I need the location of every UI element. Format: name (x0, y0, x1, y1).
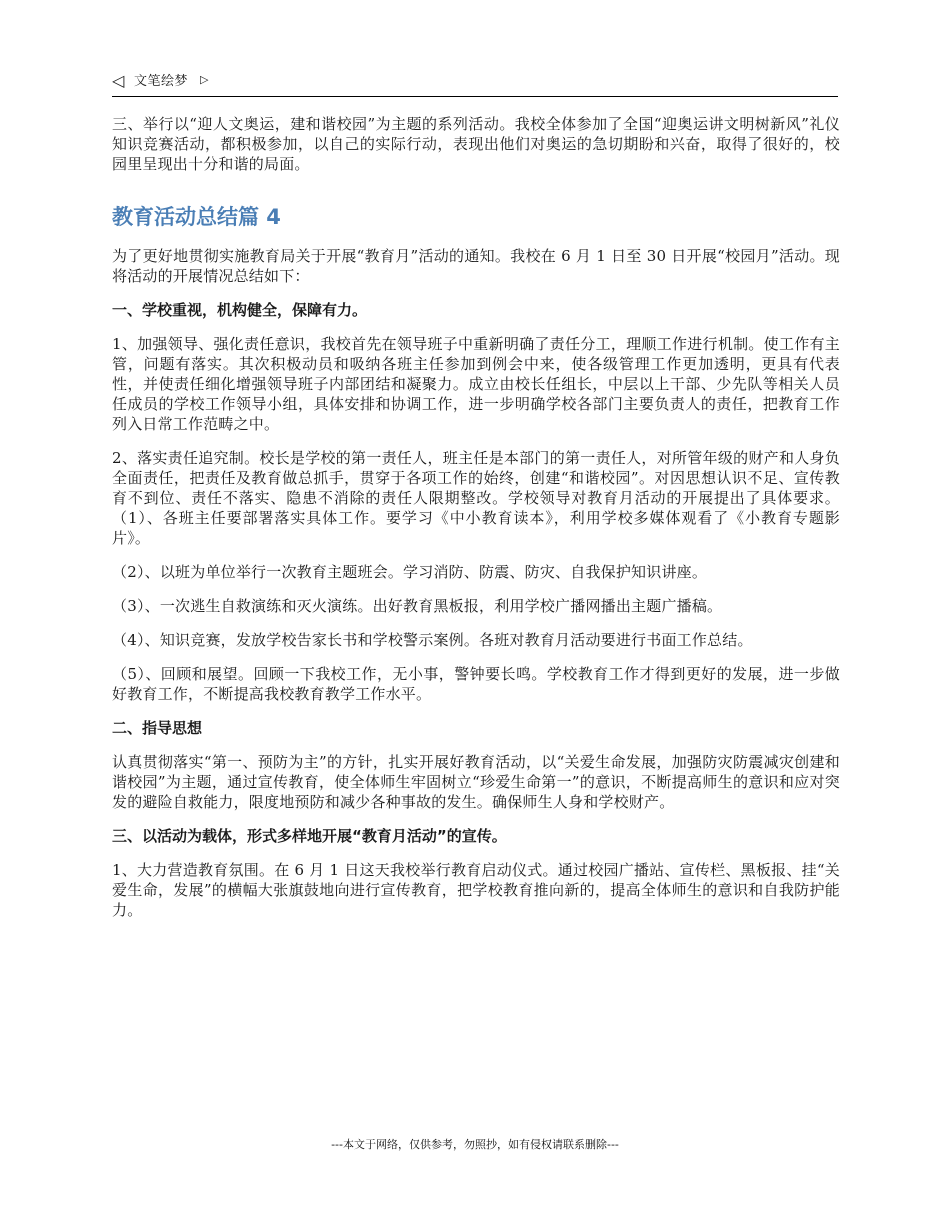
intro-paragraph: 三、举行以“迎人文奥运，建和谐校园”为主题的系列活动。我校全体参加了全国“迎奥运讲文明树新风”礼仪知识竞赛活动，都积极参加，以自己的实际行动，表现出他们对奥运的急切期盼和兴奋，取得了很好的，校园里呈现出十分和谐的局面。 (112, 115, 840, 173)
paragraph-4: （2）、以班为单位举行一次教育主题班会。学习消防、防震、防灾、自我保护知识讲座。 (112, 563, 708, 581)
subheading-1: 一、学校重视，机构健全，保障有力。 (112, 301, 368, 319)
paragraph-9: 1、大力营造教育氛围。在 6 月 1 日这天我校举行教育启动仪式。通过校园广播站、宣传栏、黑板报、挂“关爱生命，发展”的横幅大张旗鼓地向进行宣传教育，把学校教育推向新的，提高全体师生的意识和自我防护能力。 (112, 861, 840, 919)
footer-notice: ---本文于网络，仅供参考，勿照抄，如有侵权请联系删除--- (331, 1138, 619, 1151)
paragraph-5: （3）、一次逃生自救演练和灭火演练。出好教育黑板报，利用学校广播网播出主题广播稿。 (112, 597, 723, 615)
section-heading: 教育活动总结篇 4 (112, 205, 281, 229)
header-brand: 文笔绘梦 (134, 74, 189, 89)
paragraph-3: 2、落实责任追究制。校长是学校的第一责任人，班主任是本部门的第一责任人，对所管年级的财产和人身负全面责任，把责任及教育做总抓手，贯穿于各项工作的始终，创建“和谐校园”。对因思想认识不足、宣传教育不到位、责任不落实、隐患不消除的责任人限期整改。学校领导对教育月活动的开展提出了具体要求。（1）、各班主任要部署落实具体工作。要学习《中小教育读本》，利用学校多媒体观看了《小教育专题影片》。 (112, 449, 840, 547)
subheading-3: 三、以活动为载体，形式多样地开展“教育月活动”的宣传。 (112, 827, 507, 845)
paragraph-2: 1、加强领导、强化责任意识，我校首先在领导班子中重新明确了责任分工，理顺工作进行机制。使工作有主管，问题有落实。其次积极动员和吸纳各班主任参加到例会中来，使各级管理工作更加透明，更具有代表性，并使责任细化增强领导班子内部团结和凝聚力。成立由校长任组长，中层以上干部、少先队等相关人员任成员的学校工作领导小组，具体安排和协调工作，进一步明确学校各部门主要负责人的责任，把教育工作列入日常工作范畴之中。 (112, 335, 840, 433)
paragraph-7: （5）、回顾和展望。回顾一下我校工作，无小事，警钟要长鸣。学校教育工作才得到更好的发展，进一步做好教育工作，不断提高我校教育教学工作水平。 (112, 665, 840, 703)
document-body (112, 114, 840, 934)
triangle-right-icon: ▷ (200, 73, 209, 86)
paragraph-1: 为了更好地贯彻实施教育局关于开展“教育月”活动的通知。我校在 6 月 1 日至 30 日开展“校园月”活动。现将活动的开展情况总结如下： (112, 247, 840, 285)
paragraph-6: （4）、知识竞赛，发放学校告家长书和学校警示案例。各班对教育月活动要进行书面工作总结。 (112, 631, 753, 649)
triangle-left-icon: ◁ (112, 71, 125, 90)
paragraph-8: 认真贯彻落实“第一、预防为主”的方针，扎实开展好教育活动，以“关爱生命发展，加强防灾防震减灾创建和谐校园”为主题，通过宣传教育，使全体师生牢固树立“珍爱生命第一”的意识，不断提高师生的意识和应对突发的避险自救能力，限度地预防和减少各种事故的发生。确保师生人身和学校财产。 (112, 753, 840, 811)
subheading-2: 二、指导思想 (112, 719, 203, 737)
page-header (112, 70, 838, 97)
